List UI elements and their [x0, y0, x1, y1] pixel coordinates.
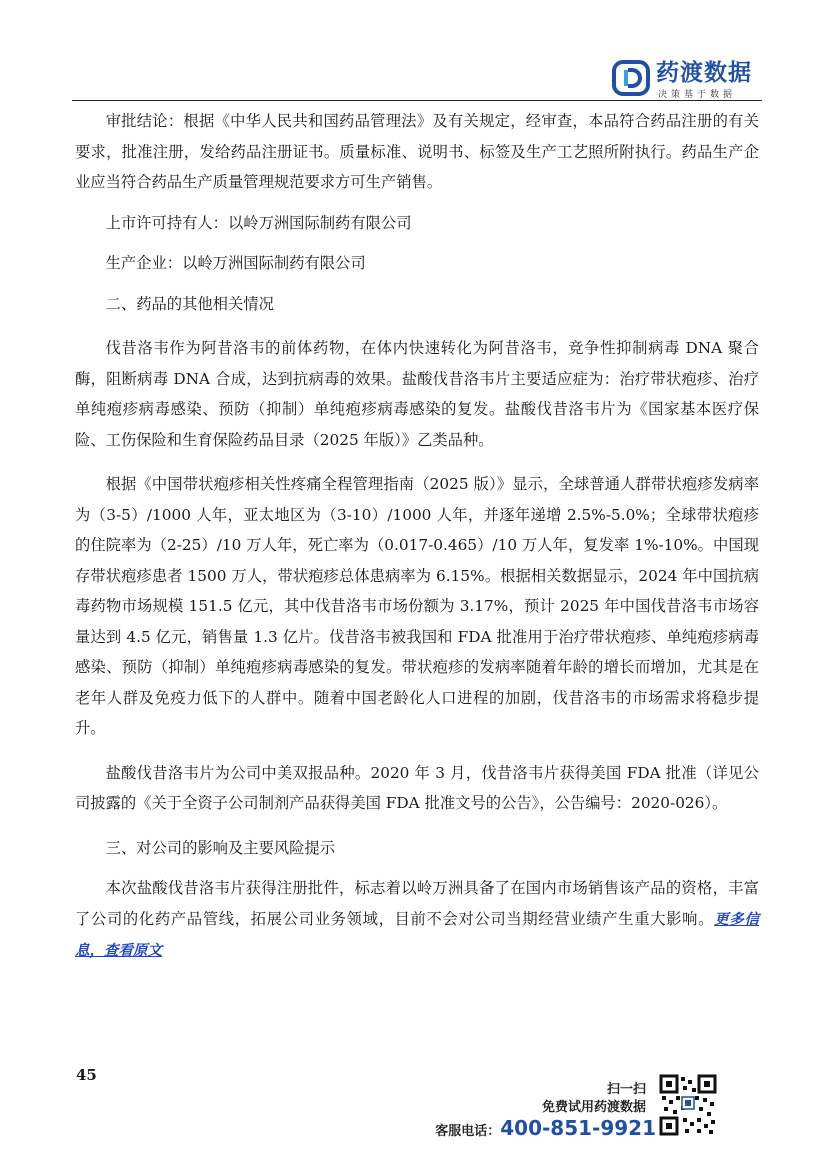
brand-name: 药渡数据 — [656, 60, 752, 86]
brand-logo-icon — [612, 58, 652, 98]
section-heading-impact-risks: 三、对公司的影响及主要风险提示 — [105, 838, 336, 857]
paragraph-impact-text: 本次盐酸伐昔洛韦片获得注册批件，标志着以岭万洲具备了在国内市场销售该产品的资格，丰富了公司的化药产品管线，拓展公司业务领域，目前不会对公司当期经营业绩产生重大影响。 — [75, 879, 759, 928]
paragraph-manufacturer: 生产企业：以岭万洲国际制药有限公司 — [105, 254, 366, 272]
phone-label: 客服电话： — [435, 1124, 501, 1139]
paragraph-market-data: 根据《中国带状疱疹相关性疼痛全程管理指南（2025 版）》显示，全球普通人群带状疱疹发病率为（3-5）/1000 人年，亚太地区为（3-10）/1000 人年，并逐年递增 2.5%-5.0%；全球带状疱疹的住院率为（2-25）/10 万人年，死亡率为（0.017-0.465）/10 万人年，复发率 1%-10%。中国现存带状疱疹患者 1500 万人，带状疱疹总体患病率为 6.15%。根据相关数据显示，2024 年中国抗病毒药物市场规模 151.5 亿元，其中伐昔洛韦市场份额为 3.17%，预计 2025 年中国伐昔洛韦市场容量达到 4.5 亿元，销售量 1.3 亿片。伐昔洛韦被我国和 FDA 批准用于治疗带状疱疹、单纯疱疹病毒感染、预防（抑制）单纯疱疹病毒感染的复发。带状疱疹的发病率随着年龄的增长而增加，尤其是在老年人群及免疫力低下的人群中。随着中国老龄化人口进程的加剧，伐昔洛韦的市场需求将稳步提升。 — [75, 475, 759, 737]
brand-slogan: 决策基于数据 — [658, 90, 737, 100]
promo-trial-text: 免费试用药渡数据 — [541, 1100, 646, 1115]
paragraph-impact — [75, 873, 759, 967]
document-body — [75, 106, 759, 967]
paragraph-license-holder: 上市许可持有人：以岭万洲国际制药有限公司 — [105, 213, 412, 232]
header-divider — [72, 100, 762, 101]
brand-logo — [612, 58, 762, 102]
paragraph-approval-conclusion: 审批结论：根据《中华人民共和国药品管理法》及有关规定，经审查，本品符合药品注册的有关要求，批准注册，发给药品注册证书。质量标准、说明书、标签及生产工艺照所附执行。药品生产企业应当符合药品生产质量管理规范要求方可生产销售。 — [75, 112, 759, 191]
section-heading-other-info: 二、药品的其他相关情况 — [105, 294, 274, 313]
qr-code-icon[interactable] — [659, 1074, 717, 1136]
page-number: 45 — [76, 1066, 97, 1084]
footer-promo — [435, 1078, 656, 1140]
paragraph-fda-approval: 盐酸伐昔洛韦片为公司中美双报品种。2020 年 3 月，伐昔洛韦片获得美国 FDA 批准（详见公司披露的《关于全资子公司制剂产品获得美国 FDA 批准文号的公告》，公告编号：2020-026）。 — [75, 763, 759, 812]
phone-number: 400-851-9921 — [500, 1116, 656, 1140]
promo-scan-text: 扫一扫 — [606, 1082, 646, 1097]
promo-phone — [435, 1116, 656, 1140]
paragraph-drug-description: 伐昔洛韦作为阿昔洛韦的前体药物，在体内快速转化为阿昔洛韦，竞争性抑制病毒 DNA 聚合酶，阻断病毒 DNA 合成，达到抗病毒的效果。盐酸伐昔洛韦片主要适应症为：治疗带状疱疹、治疗单纯疱疹病毒感染、预防（抑制）单纯疱疹病毒感染的复发。盐酸伐昔洛韦片为《国家基本医疗保险、工伤保险和生育保险药品目录（2025 年版）》乙类品种。 — [75, 339, 759, 449]
more-info-link[interactable]: 更多信息，查看原文 — [75, 911, 759, 959]
